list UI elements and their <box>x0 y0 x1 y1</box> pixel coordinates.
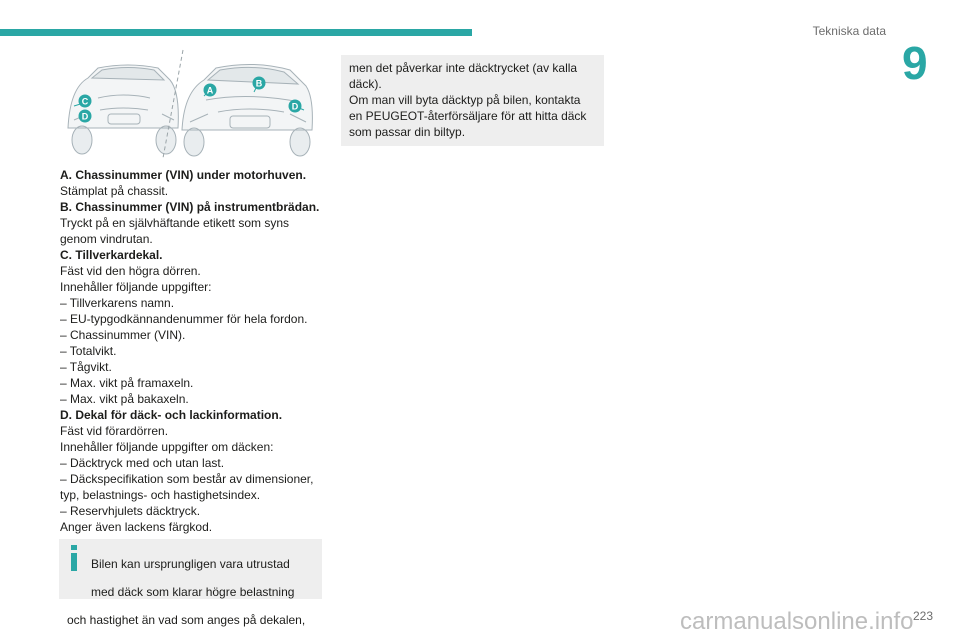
info-text-line: med däck som klarar högre belastning <box>91 585 295 599</box>
item-b-text: genom vindrutan. <box>60 232 153 246</box>
info-text-line: och hastighet än vad som anges på dekalen, <box>67 613 306 627</box>
vehicle-label-locations-figure <box>58 48 320 160</box>
car-left-illustration <box>68 65 178 154</box>
svg-text:C: C <box>81 96 89 107</box>
info-text-line: men det påverkar inte däcktrycket (av kalla <box>349 61 578 75</box>
list-item: typ, belastnings- och hastighetsindex. <box>60 488 261 502</box>
item-b-title: B. Chassinummer (VIN) på instrumentbrädan. <box>60 200 320 214</box>
list-item: – Chassinummer (VIN). <box>60 328 186 342</box>
list-item: – Däcktryck med och utan last. <box>60 456 225 470</box>
info-text-line: Bilen kan ursprungligen vara utrustad <box>91 557 290 571</box>
svg-text:D: D <box>81 111 89 122</box>
list-item: – Tågvikt. <box>60 360 112 374</box>
item-a-title: A. Chassinummer (VIN) under motorhuven. <box>60 168 307 182</box>
info-box-continued <box>341 55 604 146</box>
item-b-text: Tryckt på en självhäftande etikett som syns <box>60 216 289 230</box>
info-box <box>59 539 322 627</box>
watermark: carmanualsonline.info <box>680 608 914 635</box>
item-d-text: Fäst vid förardörren. <box>60 424 169 438</box>
section-title: Tekniska data <box>812 24 886 38</box>
item-c-text: Innehåller följande uppgifter: <box>60 280 212 294</box>
svg-text:A: A <box>206 85 214 96</box>
info-text-line: en PEUGEOT-återförsäljare för att hitta däck <box>349 109 587 123</box>
item-d-text: Anger även lackens färgkod. <box>60 520 213 534</box>
header-accent-bar <box>0 29 472 36</box>
list-item: – Totalvikt. <box>60 344 117 358</box>
item-c-title: C. Tillverkardekal. <box>60 248 163 262</box>
list-item: – Reservhjulets däcktryck. <box>60 504 201 518</box>
list-item: – EU-typgodkännandenummer för hela fordon. <box>60 312 308 326</box>
list-item: – Däckspecifikation som består av dimensioner, <box>60 472 314 486</box>
vehicle-identification-text <box>60 167 330 535</box>
chapter-number: 9 <box>902 37 928 89</box>
label-marker-a <box>204 84 217 97</box>
item-d-title: D. Dekal för däck- och lackinformation. <box>60 408 283 422</box>
page-number: 223 <box>913 609 934 623</box>
list-item: – Max. vikt på framaxeln. <box>60 376 194 390</box>
info-text-line: som passar din biltyp. <box>349 125 466 139</box>
info-text-line: däck). <box>349 77 382 91</box>
item-c-text: Fäst vid den högra dörren. <box>60 264 201 278</box>
list-item: – Max. vikt på bakaxeln. <box>60 392 189 406</box>
item-a-text: Stämplat på chassit. <box>60 184 169 198</box>
svg-text:B: B <box>255 78 263 89</box>
list-item: – Tillverkarens namn. <box>60 296 175 310</box>
svg-text:D: D <box>291 101 299 112</box>
item-d-text: Innehåller följande uppgifter om däcken: <box>60 440 274 454</box>
info-text-line: Om man vill byta däcktyp på bilen, kontakta <box>349 93 581 107</box>
label-marker-d-left <box>79 110 92 123</box>
